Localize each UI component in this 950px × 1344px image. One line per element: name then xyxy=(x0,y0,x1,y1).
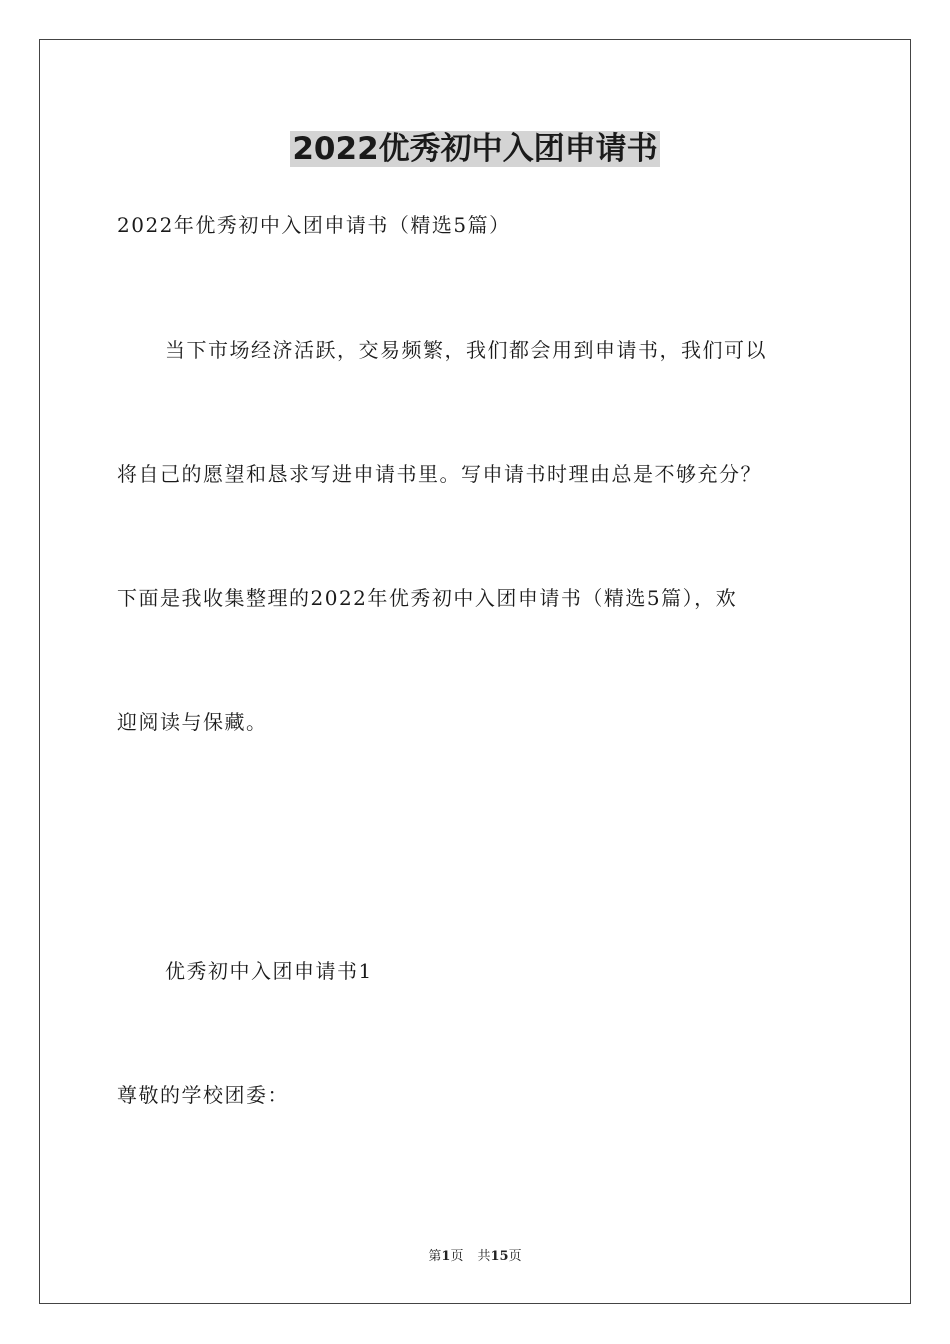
footer-page-number: 1 xyxy=(441,1249,451,1264)
footer-total-suffix: 页 xyxy=(508,1249,522,1264)
footer-page-prefix: 第 xyxy=(428,1249,442,1264)
document-title-text: 2022优秀初中入团申请书 xyxy=(292,131,658,167)
intro-line-3: 下面是我收集整理的2022年优秀初中入团申请书（精选5篇），欢 xyxy=(117,586,738,610)
section-heading: 优秀初中入团申请书1 xyxy=(165,959,373,983)
intro-line-4: 迎阅读与保藏。 xyxy=(117,710,268,734)
footer-page-suffix: 页 xyxy=(450,1249,464,1264)
page-footer xyxy=(0,1248,950,1266)
intro-line-2: 将自己的愿望和恳求写进申请书里。写申请书时理由总是不够充分？ xyxy=(117,462,762,486)
salutation: 尊敬的学校团委： xyxy=(117,1083,289,1107)
footer-total-prefix: 共 xyxy=(477,1249,491,1264)
document-title xyxy=(0,124,950,174)
document-subtitle: 2022年优秀初中入团申请书（精选5篇） xyxy=(117,213,511,237)
intro-line-1: 当下市场经济活跃，交易频繁，我们都会用到申请书，我们可以 xyxy=(165,338,767,362)
footer-total-pages: 15 xyxy=(490,1249,509,1264)
